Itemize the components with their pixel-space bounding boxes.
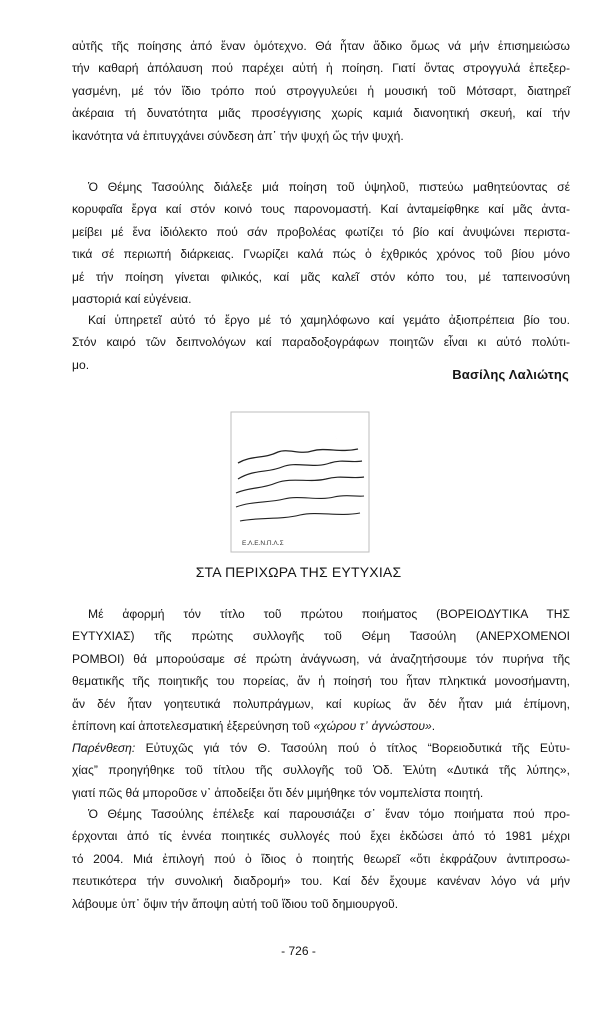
text-line: Μέ ἀφορμή τόν τίτλο τοῦ πρώτου ποιήματος (ΒΟΡΕΙΟΔΥΤΙΚΑ ΤΗΣ [88, 607, 570, 621]
text-line: μαστοριά καί εὐγένεια. [72, 292, 192, 307]
text-line: χίας” προηγήθηκε τοῦ τίτλου τῆς συλλογῆς τοῦ Ὀδ. Ἐλύτη «Δυτικά τῆς λύπης», [72, 763, 570, 778]
text-segment: Εὐτυχῶς γιά τόν Θ. Τασούλη πού ὁ τίτλος “Βορειοδυτικά τῆς Εὐτυ- [135, 741, 570, 755]
text-line: ΡΟΜΒΟΙ) θά μπορούσαμε σέ πρώτη ἀνάγνωση, νά ἀναζητήσουμε τόν πυρήνα τῆς [72, 651, 570, 666]
emphasis-quote: «χώρου τ᾽ ἀγνώστου» [313, 719, 432, 734]
text-line: πευτικότερα τήν συνολική διαδρομή» του. Καί δέν ἔχουμε κανέναν λόγο νά μήν [72, 874, 570, 889]
text-line: ἄν δέν ἦταν γοητευτικά πολυπράγμων, καί κυρίως ἄν δέν ἦταν μιά ἐπίμονη, [72, 696, 570, 711]
text-line: μέ τήν ποίηση γίνεται φιλικός, καί μᾶς καλεῖ στόν κόπο του, μέ ταπεινοσύνη [72, 269, 570, 284]
section-title: ΣΤΑ ΠΕΡΙΧΩΡΑ ΤΗΣ ΕΥΤΥΧΙΑΣ [195, 564, 402, 580]
text-line [72, 737, 570, 759]
text-line: έρχονται ἀπό τίς ἐννέα ποιητικές συλλογές πού ἔχει ἐκδώσει ἀπό τό 1981 μέχρι [72, 829, 570, 844]
text-segment: . [431, 719, 436, 734]
text-line: Ὁ Θέμης Τασούλης ἐπέλεξε καί παρουσιάζει σ᾽ ἕναν τόμο ποιήματα πού προ- [88, 807, 570, 821]
page-number: - 726 - [281, 944, 316, 958]
text-line: Καί ὑπηρετεῖ αὐτό τό ἔργο μέ τό χαμηλόφωνο καί γεμάτο ἀξιοπρέπεια βίο του. [88, 313, 570, 327]
text-line: τικά σέ περιωπή διάρκειας. Γνωρίζει καλά πώς ὁ ἐχθρικός χρόνος τοῦ βίου μόνο [72, 247, 570, 262]
text-line: μο. [72, 357, 90, 372]
paragraph-northwest-of-happiness [72, 603, 570, 737]
paragraph-tasoulis-poetry [72, 176, 570, 310]
text-line [72, 715, 570, 737]
text-line: ἀκέραια τή δυνατότητα μιᾶς προσέγγισης χωρίς καμιά διανοητική σκευή, καί τήν [72, 106, 570, 121]
text-line: τό 2004. Μιά ἐπιλογή πού ὁ ἴδιος ὁ ποιητής θεωρεῖ «ὅτι ἐκφράζουν ἀντιπροσω- [72, 851, 570, 866]
text-line: αὐτῆς τῆς ποίησης ἀπό ἕναν ὁμότεχνο. Θά ἦταν ἄδικο ὅμως νά μήν ἐπισημειώσω [72, 39, 570, 53]
text-line: μείβει μέ ἕνα ἰδιόλεκτο πού σάν προβολέας φωτίζει τό βίο καί ἀνυψώνει περιστα- [72, 224, 570, 239]
text-line: ΕΥΤΥΧΙΑΣ) τῆς πρώτης συλλογῆς τοῦ Θέμη Τασούλη (ΑΝΕΡΧΟΜΕΝΟΙ [72, 629, 570, 644]
paragraph-selected-poems [72, 803, 570, 915]
text-line: τήν καθαρή ἀπόλαυση πού παρέχει αὐτή ἡ ποίηση. Γιατί ὄντας στρογγυλά ἐπεξερ- [72, 61, 570, 76]
text-line: Ὁ Θέμης Τασούλης διάλεξε μιά ποίηση τοῦ ὑψηλοῦ, πιστεύω μαθητεύοντας σέ [88, 180, 570, 194]
sketch-signature: Ε.Λ.Ε.Ν.Π.Λ.Σ [242, 540, 284, 547]
parenthesis-label: Παρένθεση: [72, 741, 136, 755]
text-line: Στόν καιρό τῶν δειπνολόγων καί παραδοξογράφων ποιητῶν εἶναι κι αὐτό πολύτι- [72, 335, 570, 350]
text-line: γιατί πῶς θά μποροῦσε ν᾽ ἀποδείξει ὅτι δέν μιμήθηκε τόν νομπελίστα ποιητή. [72, 785, 484, 800]
landscape-sketch-image [230, 411, 370, 553]
intro-paragraph [72, 35, 570, 147]
parenthesis-note [72, 737, 570, 804]
text-line: θεματικῆς τῆς ποιητικῆς του πορείας, ἄν ἡ ποίησή του ἦταν πληκτικά μονοσήμαντη, [72, 674, 570, 689]
text-line: λάβουμε ὑπ᾽ ὄψιν τήν ἄποψη αὐτή τοῦ ἴδιου τοῦ δημιουργοῦ. [72, 896, 399, 911]
text-line: ἱκανότητα νά ἐπιτυγχάνει σύνδεση ἀπ᾽ τήν ψυχή ὥς τήν ψυχή. [72, 128, 404, 143]
text-segment: ἐπίπονη καί ἀποτελεσματική ἐξερεύνηση τοῦ [72, 719, 314, 734]
author-signature: Βασίλης Λαλιώτης [452, 367, 569, 382]
text-line: κορυφαῖα ἔργα καί στόν κοινό τους παρονομαστή. Καί ἀνταμείφθηκε καί μᾶς ἀντα- [72, 202, 570, 217]
text-line: γασμένη, μέ τόν ἴδιο τρόπο πού στρογγυλεύει ἡ μουσική τοῦ Μότσαρτ, διατηρεῖ [72, 83, 570, 98]
